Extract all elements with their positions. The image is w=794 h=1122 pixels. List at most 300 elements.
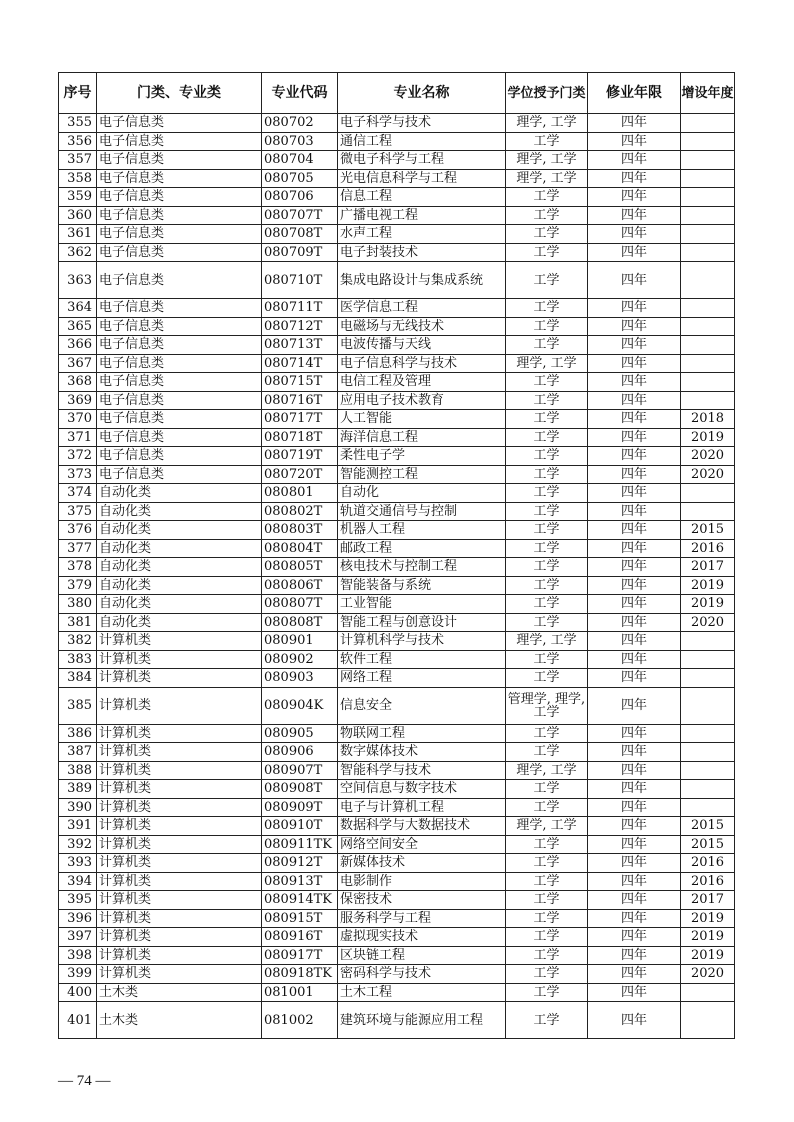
cell-added — [681, 114, 735, 133]
cell-category: 计算机类 — [97, 854, 262, 873]
cell-name: 邮政工程 — [338, 539, 506, 558]
cell-name: 通信工程 — [338, 132, 506, 151]
cell-seq: 363 — [59, 262, 97, 299]
cell-code: 080910T — [262, 817, 338, 836]
cell-added: 2019 — [681, 428, 735, 447]
cell-code: 080719T — [262, 447, 338, 466]
header-seq: 序号 — [59, 73, 97, 114]
header-name: 专业名称 — [338, 73, 506, 114]
cell-category: 计算机类 — [97, 909, 262, 928]
cell-name: 应用电子技术教育 — [338, 391, 506, 410]
cell-degree: 工学 — [506, 613, 588, 632]
cell-code: 080710T — [262, 262, 338, 299]
cell-seq: 373 — [59, 465, 97, 484]
cell-seq: 391 — [59, 817, 97, 836]
cell-degree: 工学 — [506, 780, 588, 799]
cell-seq: 359 — [59, 188, 97, 207]
cell-code: 080704 — [262, 151, 338, 170]
cell-name: 数字媒体技术 — [338, 743, 506, 762]
cell-name: 电信工程及管理 — [338, 373, 506, 392]
cell-degree: 理学, 工学 — [506, 632, 588, 651]
cell-seq: 374 — [59, 484, 97, 503]
table-row — [59, 151, 735, 170]
cell-name: 核电技术与控制工程 — [338, 558, 506, 577]
cell-years: 四年 — [588, 965, 681, 984]
cell-years: 四年 — [588, 484, 681, 503]
table-row — [59, 373, 735, 392]
cell-seq: 390 — [59, 798, 97, 817]
cell-category: 计算机类 — [97, 798, 262, 817]
cell-degree: 工学 — [506, 576, 588, 595]
cell-years: 四年 — [588, 650, 681, 669]
cell-code: 080712T — [262, 317, 338, 336]
cell-years: 四年 — [588, 595, 681, 614]
cell-name: 水声工程 — [338, 225, 506, 244]
header-category: 门类、专业类 — [97, 73, 262, 114]
cell-degree: 理学, 工学 — [506, 354, 588, 373]
cell-category: 自动化类 — [97, 576, 262, 595]
cell-years: 四年 — [588, 206, 681, 225]
cell-added — [681, 262, 735, 299]
table-row — [59, 132, 735, 151]
cell-years: 四年 — [588, 669, 681, 688]
cell-degree: 工学 — [506, 1002, 588, 1039]
cell-seq: 362 — [59, 243, 97, 262]
table-row — [59, 909, 735, 928]
cell-years: 四年 — [588, 391, 681, 410]
cell-name: 信息工程 — [338, 188, 506, 207]
cell-degree: 理学, 工学 — [506, 169, 588, 188]
cell-degree: 工学 — [506, 872, 588, 891]
cell-name: 智能装备与系统 — [338, 576, 506, 595]
cell-code: 080705 — [262, 169, 338, 188]
cell-category: 电子信息类 — [97, 336, 262, 355]
cell-category: 电子信息类 — [97, 373, 262, 392]
cell-added: 2020 — [681, 613, 735, 632]
table-row — [59, 872, 735, 891]
cell-name: 新媒体技术 — [338, 854, 506, 873]
cell-category: 自动化类 — [97, 613, 262, 632]
cell-name: 电子科学与技术 — [338, 114, 506, 133]
header-code: 专业代码 — [262, 73, 338, 114]
table-row — [59, 428, 735, 447]
cell-seq: 378 — [59, 558, 97, 577]
table-row — [59, 595, 735, 614]
cell-seq: 394 — [59, 872, 97, 891]
cell-degree: 工学 — [506, 909, 588, 928]
cell-category: 计算机类 — [97, 817, 262, 836]
cell-code: 080714T — [262, 354, 338, 373]
cell-seq: 376 — [59, 521, 97, 540]
cell-added: 2019 — [681, 576, 735, 595]
cell-degree: 工学 — [506, 946, 588, 965]
cell-code: 080906 — [262, 743, 338, 762]
table-row — [59, 539, 735, 558]
cell-years: 四年 — [588, 817, 681, 836]
cell-added: 2019 — [681, 928, 735, 947]
header-added: 增设年度 — [681, 73, 735, 114]
cell-added: 2015 — [681, 817, 735, 836]
cell-added — [681, 687, 735, 724]
cell-seq: 364 — [59, 299, 97, 318]
cell-name: 自动化 — [338, 484, 506, 503]
cell-years: 四年 — [588, 225, 681, 244]
header-degree: 学位授予门类 — [506, 73, 588, 114]
cell-code: 080915T — [262, 909, 338, 928]
cell-category: 电子信息类 — [97, 169, 262, 188]
table-row — [59, 317, 735, 336]
cell-name: 网络空间安全 — [338, 835, 506, 854]
cell-added: 2017 — [681, 558, 735, 577]
cell-category: 自动化类 — [97, 539, 262, 558]
cell-name: 区块链工程 — [338, 946, 506, 965]
cell-name: 虚拟现实技术 — [338, 928, 506, 947]
cell-added — [681, 317, 735, 336]
cell-seq: 358 — [59, 169, 97, 188]
cell-years: 四年 — [588, 872, 681, 891]
cell-category: 电子信息类 — [97, 465, 262, 484]
cell-degree: 工学 — [506, 558, 588, 577]
cell-added: 2015 — [681, 835, 735, 854]
cell-added: 2020 — [681, 465, 735, 484]
cell-seq: 372 — [59, 447, 97, 466]
cell-seq: 367 — [59, 354, 97, 373]
cell-degree: 工学 — [506, 798, 588, 817]
cell-code: 080703 — [262, 132, 338, 151]
cell-added: 2016 — [681, 539, 735, 558]
cell-degree: 工学 — [506, 595, 588, 614]
cell-code: 080720T — [262, 465, 338, 484]
cell-added: 2020 — [681, 447, 735, 466]
cell-added: 2019 — [681, 595, 735, 614]
cell-name: 人工智能 — [338, 410, 506, 429]
table-row — [59, 206, 735, 225]
table-row — [59, 928, 735, 947]
cell-category: 土木类 — [97, 1002, 262, 1039]
cell-name: 智能测控工程 — [338, 465, 506, 484]
cell-seq: 385 — [59, 687, 97, 724]
cell-years: 四年 — [588, 243, 681, 262]
cell-category: 电子信息类 — [97, 354, 262, 373]
cell-name: 空间信息与数字技术 — [338, 780, 506, 799]
cell-name: 电影制作 — [338, 872, 506, 891]
cell-added — [681, 983, 735, 1002]
table-row — [59, 243, 735, 262]
table-body — [59, 114, 735, 1039]
cell-degree: 工学 — [506, 132, 588, 151]
cell-years: 四年 — [588, 521, 681, 540]
cell-degree: 工学 — [506, 743, 588, 762]
cell-degree: 工学 — [506, 835, 588, 854]
cell-seq: 369 — [59, 391, 97, 410]
cell-seq: 380 — [59, 595, 97, 614]
table-row — [59, 484, 735, 503]
table-header-row — [59, 73, 735, 114]
cell-degree: 管理学, 理学, 工学 — [506, 687, 588, 724]
table-row — [59, 558, 735, 577]
cell-years: 四年 — [588, 835, 681, 854]
cell-category: 电子信息类 — [97, 428, 262, 447]
cell-category: 电子信息类 — [97, 317, 262, 336]
cell-years: 四年 — [588, 928, 681, 947]
cell-added — [681, 151, 735, 170]
cell-years: 四年 — [588, 373, 681, 392]
cell-name: 光电信息科学与工程 — [338, 169, 506, 188]
cell-years: 四年 — [588, 576, 681, 595]
cell-name: 柔性电子学 — [338, 447, 506, 466]
table-row — [59, 613, 735, 632]
cell-seq: 396 — [59, 909, 97, 928]
cell-degree: 工学 — [506, 336, 588, 355]
cell-added — [681, 225, 735, 244]
cell-years: 四年 — [588, 909, 681, 928]
table-row — [59, 761, 735, 780]
cell-code: 080804T — [262, 539, 338, 558]
cell-code: 080907T — [262, 761, 338, 780]
table-row — [59, 502, 735, 521]
cell-name: 微电子科学与工程 — [338, 151, 506, 170]
cell-seq: 370 — [59, 410, 97, 429]
table-row — [59, 262, 735, 299]
cell-name: 广播电视工程 — [338, 206, 506, 225]
cell-added — [681, 188, 735, 207]
cell-category: 电子信息类 — [97, 151, 262, 170]
table-row — [59, 410, 735, 429]
table-row — [59, 336, 735, 355]
cell-degree: 工学 — [506, 539, 588, 558]
cell-category: 计算机类 — [97, 946, 262, 965]
table-row — [59, 632, 735, 651]
cell-added — [681, 243, 735, 262]
cell-code: 080911TK — [262, 835, 338, 854]
cell-name: 建筑环境与能源应用工程 — [338, 1002, 506, 1039]
cell-years: 四年 — [588, 188, 681, 207]
table-row — [59, 835, 735, 854]
cell-seq: 392 — [59, 835, 97, 854]
cell-seq: 375 — [59, 502, 97, 521]
cell-category: 计算机类 — [97, 743, 262, 762]
cell-years: 四年 — [588, 299, 681, 318]
cell-name: 电波传播与天线 — [338, 336, 506, 355]
cell-degree: 工学 — [506, 188, 588, 207]
cell-category: 自动化类 — [97, 521, 262, 540]
table-row — [59, 169, 735, 188]
cell-added — [681, 724, 735, 743]
cell-seq: 389 — [59, 780, 97, 799]
cell-degree: 工学 — [506, 206, 588, 225]
cell-code: 080912T — [262, 854, 338, 873]
cell-added — [681, 354, 735, 373]
cell-added: 2019 — [681, 909, 735, 928]
cell-code: 080808T — [262, 613, 338, 632]
cell-seq: 397 — [59, 928, 97, 947]
cell-added — [681, 761, 735, 780]
cell-category: 电子信息类 — [97, 114, 262, 133]
cell-name: 密码科学与技术 — [338, 965, 506, 984]
table-row — [59, 1002, 735, 1039]
cell-category: 自动化类 — [97, 502, 262, 521]
cell-degree: 工学 — [506, 447, 588, 466]
cell-category: 计算机类 — [97, 835, 262, 854]
cell-added — [681, 373, 735, 392]
cell-degree: 理学, 工学 — [506, 151, 588, 170]
cell-category: 电子信息类 — [97, 225, 262, 244]
cell-name: 机器人工程 — [338, 521, 506, 540]
cell-degree: 工学 — [506, 225, 588, 244]
cell-category: 计算机类 — [97, 965, 262, 984]
table-row — [59, 983, 735, 1002]
cell-degree: 工学 — [506, 854, 588, 873]
cell-seq: 400 — [59, 983, 97, 1002]
cell-category: 计算机类 — [97, 724, 262, 743]
cell-code: 080801 — [262, 484, 338, 503]
cell-code: 080802T — [262, 502, 338, 521]
cell-category: 计算机类 — [97, 632, 262, 651]
cell-degree: 工学 — [506, 502, 588, 521]
cell-code: 080807T — [262, 595, 338, 614]
cell-seq: 379 — [59, 576, 97, 595]
cell-category: 自动化类 — [97, 558, 262, 577]
cell-years: 四年 — [588, 428, 681, 447]
table-row — [59, 225, 735, 244]
cell-added — [681, 780, 735, 799]
cell-years: 四年 — [588, 687, 681, 724]
cell-name: 服务科学与工程 — [338, 909, 506, 928]
table-row — [59, 465, 735, 484]
table-row — [59, 798, 735, 817]
cell-years: 四年 — [588, 761, 681, 780]
cell-years: 四年 — [588, 780, 681, 799]
cell-code: 080709T — [262, 243, 338, 262]
header-years: 修业年限 — [588, 73, 681, 114]
cell-years: 四年 — [588, 465, 681, 484]
majors-table — [58, 72, 735, 1039]
cell-seq: 382 — [59, 632, 97, 651]
cell-category: 计算机类 — [97, 687, 262, 724]
cell-degree: 工学 — [506, 669, 588, 688]
cell-degree: 理学, 工学 — [506, 114, 588, 133]
cell-category: 电子信息类 — [97, 206, 262, 225]
cell-category: 土木类 — [97, 983, 262, 1002]
cell-name: 电子封装技术 — [338, 243, 506, 262]
cell-seq: 355 — [59, 114, 97, 133]
cell-years: 四年 — [588, 724, 681, 743]
table-row — [59, 687, 735, 724]
cell-category: 电子信息类 — [97, 410, 262, 429]
cell-seq: 368 — [59, 373, 97, 392]
cell-degree: 工学 — [506, 650, 588, 669]
cell-seq: 357 — [59, 151, 97, 170]
cell-added — [681, 336, 735, 355]
cell-seq: 395 — [59, 891, 97, 910]
cell-degree: 工学 — [506, 262, 588, 299]
cell-seq: 356 — [59, 132, 97, 151]
cell-degree: 工学 — [506, 521, 588, 540]
cell-seq: 365 — [59, 317, 97, 336]
cell-code: 080707T — [262, 206, 338, 225]
table-row — [59, 854, 735, 873]
table-row — [59, 114, 735, 133]
cell-code: 080909T — [262, 798, 338, 817]
cell-category: 计算机类 — [97, 669, 262, 688]
cell-seq: 381 — [59, 613, 97, 632]
cell-years: 四年 — [588, 854, 681, 873]
cell-years: 四年 — [588, 262, 681, 299]
cell-seq: 401 — [59, 1002, 97, 1039]
cell-category: 自动化类 — [97, 595, 262, 614]
cell-degree: 工学 — [506, 965, 588, 984]
cell-name: 医学信息工程 — [338, 299, 506, 318]
cell-years: 四年 — [588, 798, 681, 817]
cell-added: 2016 — [681, 872, 735, 891]
cell-code: 080716T — [262, 391, 338, 410]
cell-name: 网络工程 — [338, 669, 506, 688]
cell-seq: 371 — [59, 428, 97, 447]
cell-code: 080711T — [262, 299, 338, 318]
cell-name: 智能科学与技术 — [338, 761, 506, 780]
cell-seq: 383 — [59, 650, 97, 669]
cell-seq: 366 — [59, 336, 97, 355]
table-row — [59, 891, 735, 910]
cell-added: 2016 — [681, 854, 735, 873]
cell-seq: 398 — [59, 946, 97, 965]
table-row — [59, 669, 735, 688]
page-number: — 74 — — [58, 1073, 111, 1089]
table-row — [59, 391, 735, 410]
table-row — [59, 521, 735, 540]
cell-code: 080901 — [262, 632, 338, 651]
cell-added — [681, 391, 735, 410]
cell-years: 四年 — [588, 114, 681, 133]
cell-degree: 理学, 工学 — [506, 761, 588, 780]
cell-seq: 387 — [59, 743, 97, 762]
cell-years: 四年 — [588, 539, 681, 558]
cell-code: 080718T — [262, 428, 338, 447]
cell-years: 四年 — [588, 410, 681, 429]
cell-name: 海洋信息工程 — [338, 428, 506, 447]
cell-category: 电子信息类 — [97, 391, 262, 410]
cell-seq: 399 — [59, 965, 97, 984]
cell-code: 080905 — [262, 724, 338, 743]
cell-added — [681, 798, 735, 817]
cell-years: 四年 — [588, 132, 681, 151]
cell-code: 080903 — [262, 669, 338, 688]
cell-years: 四年 — [588, 743, 681, 762]
cell-degree: 工学 — [506, 410, 588, 429]
cell-code: 081001 — [262, 983, 338, 1002]
cell-years: 四年 — [588, 317, 681, 336]
cell-years: 四年 — [588, 502, 681, 521]
cell-code: 081002 — [262, 1002, 338, 1039]
table-row — [59, 188, 735, 207]
cell-years: 四年 — [588, 946, 681, 965]
cell-name: 电子信息科学与技术 — [338, 354, 506, 373]
cell-name: 物联网工程 — [338, 724, 506, 743]
cell-category: 电子信息类 — [97, 132, 262, 151]
cell-category: 计算机类 — [97, 650, 262, 669]
cell-category: 计算机类 — [97, 761, 262, 780]
cell-added — [681, 502, 735, 521]
cell-category: 电子信息类 — [97, 299, 262, 318]
cell-code: 080916T — [262, 928, 338, 947]
table-row — [59, 354, 735, 373]
cell-years: 四年 — [588, 613, 681, 632]
cell-category: 电子信息类 — [97, 188, 262, 207]
cell-added — [681, 669, 735, 688]
cell-code: 080908T — [262, 780, 338, 799]
cell-category: 电子信息类 — [97, 447, 262, 466]
cell-years: 四年 — [588, 891, 681, 910]
